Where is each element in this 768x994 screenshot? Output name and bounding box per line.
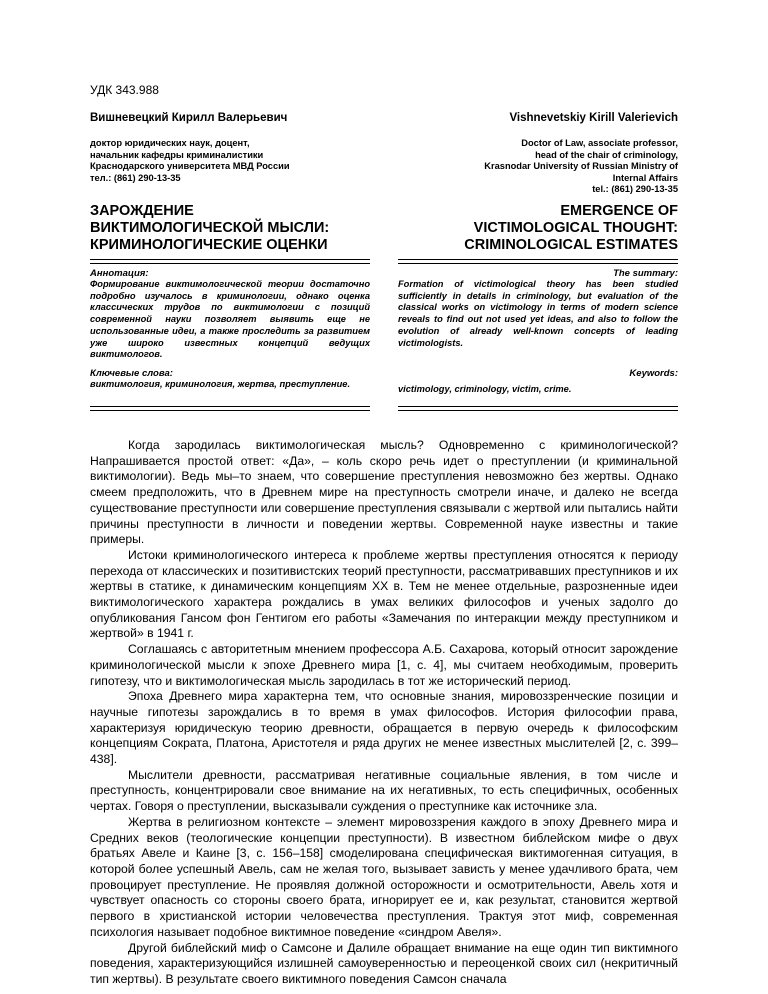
keywords-ru: [90, 368, 370, 391]
author-ru: [90, 112, 370, 184]
abstract-heading-en: The summary:: [613, 268, 678, 279]
body-paragraph: Другой библейский миф о Самсоне и Далиле обращает внимание на еще один тип виктимного поведения, характеризующийся излишней самоуверенностью и переоценкой своих сил (некритичный тип жертвы). В результате своего виктимного поведения Самсон сначала: [90, 940, 678, 986]
divider-rule: [90, 406, 370, 411]
divider-rule: [398, 259, 678, 264]
keywords-heading-ru: Ключевые слова:: [90, 368, 173, 379]
affiliation-line: тел.: (861) 290-13-35: [90, 172, 181, 183]
title-line: EMERGENCE OF: [560, 203, 678, 219]
author-name-en: Vishnevetskiy Kirill Valerievich: [509, 112, 678, 124]
affiliation-line: Internal Affairs: [612, 172, 678, 183]
affiliation-line: Doctor of Law, associate professor,: [521, 138, 678, 148]
article-body: [90, 438, 678, 988]
udk-code: УДК 343.988: [90, 83, 159, 97]
author-affiliation-en: [398, 138, 678, 196]
author-affiliation-ru: [90, 138, 370, 184]
title-line: CRIMINOLOGICAL ESTIMATES: [464, 237, 678, 253]
title-line: ЗАРОЖДЕНИЕ: [90, 203, 194, 219]
title-ru: [90, 203, 370, 254]
abstract-heading-ru: Аннотация:: [90, 268, 149, 279]
body-paragraph: Жертва в религиозном контексте – элемент мировоззрения каждого в эпоху Древнего мира и Средних веков (теологические концепции преступности). В известном библейском мифе о двух братьях Авеле и Каине [3, с. 156–158] смоделирована специфическая виктимогенная ситуация, в которой более успешный Авель, сам не желая того, вызывает зависть у менее удачливого брата, чем провоцирует преступление. Не проявляя должной осторожности и осмотрительности, Авель хотя и чувствует опасность со стороны своего брата, игнорирует ее и, как результат, становится жертвой первого в христианской истории человечества преступления. Трактуя этот миф, современная психология называет подобное виктимное поведение «синдром Авеля».: [90, 814, 678, 939]
affiliation-line: tel.: (861) 290-13-35: [592, 184, 678, 195]
title-line: КРИМИНОЛОГИЧЕСКИЕ ОЦЕНКИ: [90, 237, 328, 253]
body-paragraph: Эпоха Древнего мира характерна тем, что основные знания, мировоззренческие позиции и научные гипотезы зарождались в то время в умах философов. История философии права, характеризуя юридическую теорию древности, обращается в первую очередь к философским концепциям Сократа, Платона, Аристотеля и ряда других не менее известных мыслителей [2, с. 399–438].: [90, 689, 678, 767]
body-paragraph: Мыслители древности, рассматривая негативные социальные явления, в том числе и преступность, концентрировали свое внимание на их негативных, то есть специфичных, особенных чертах. Говоря о преступлении, высказывали суждения о преступнике как источнике зла.: [90, 767, 678, 814]
abstract-text-ru: Формирование виктимологической теории достаточно подробно изучалось в криминологии, однако оценка классических трудов по виктимологии с позиций современной науки позволяет выявить еще не использованные идеи, а также проследить за развитием уже широко известных концепций ведущих виктимологов.: [90, 279, 370, 360]
title-line: ВИКТИМОЛОГИЧЕСКОЙ МЫСЛИ:: [90, 220, 330, 236]
keywords-en: [398, 368, 678, 396]
affiliation-line: Краснодарского университета МВД России: [90, 161, 290, 172]
abstract-text-en: Formation of victimological theory has been studied sufficiently in details in criminology, but evaluation of the classical works on victimology in terms of modern science reveals to find out not used yet ideas, and also to follow the evolution of already well-known concepts of leading victimologists.: [398, 279, 678, 348]
keywords-text-en: victimology, criminology, victim, crime.: [398, 384, 572, 394]
author-name-ru: Вишневецкий Кирилл Валерьевич: [90, 112, 288, 124]
abstract-en: [398, 268, 678, 349]
keywords-heading-en: Keywords:: [629, 368, 678, 379]
divider-rule: [398, 406, 678, 411]
divider-rule: [90, 259, 370, 264]
affiliation-line: начальник кафедры криминалистики: [90, 149, 264, 160]
affiliation-line: Krasnodar University of Russian Ministry of: [484, 161, 678, 172]
keywords-text-ru: виктимология, криминология, жертва, преступление.: [90, 379, 351, 389]
title-line: VICTIMOLOGICAL THOUGHT:: [473, 220, 678, 236]
affiliation-line: доктор юридических наук, доцент,: [90, 138, 250, 148]
title-en: [398, 203, 678, 254]
author-en: [398, 112, 678, 196]
abstract-ru: [90, 268, 370, 361]
body-paragraph: Когда зародилась виктимологическая мысль? Одновременно с криминологической? Напрашивается простой ответ: «Да», – коль скоро речь идет о преступлении (и криминальной виктимологии). Ведь мы–то знаем, что совершение преступления невозможно без жертвы. Однако смеем предположить, что в Древнем мире на преступность смотрели иначе, и далеко не всегда существование преступности или совершение преступления связывали с жертвой или пытались найти причины преступности в личности и поведении жертвы. Современной науке известны и такие примеры.: [90, 438, 678, 547]
body-paragraph: Соглашаясь с авторитетным мнением профессора А.Б. Сахарова, который относит зарождение криминологической мысли к эпохе Древнего мира [1, с. 4], мы считаем необходимым, проверить гипотезу, что и виктимологическая мысль зародилась в тот же исторический период.: [90, 642, 678, 688]
affiliation-line: head of the chair of criminology,: [535, 149, 678, 160]
body-paragraph: Истоки криминологического интереса к проблеме жертвы преступления относятся к периоду перехода от классических и позитивистских теорий преступности, рассматривавших преступников и их жертвы в статике, к динамическим концепциям XX в. Тем не менее отдельные, разрозненные идеи виктимологического характера рождались в умах великих философов и ученых задолго до опубликования Гансом фон Гентигом его работы «Замечания по интеракции между преступником и жертвой» в 1941 г.: [90, 547, 678, 641]
